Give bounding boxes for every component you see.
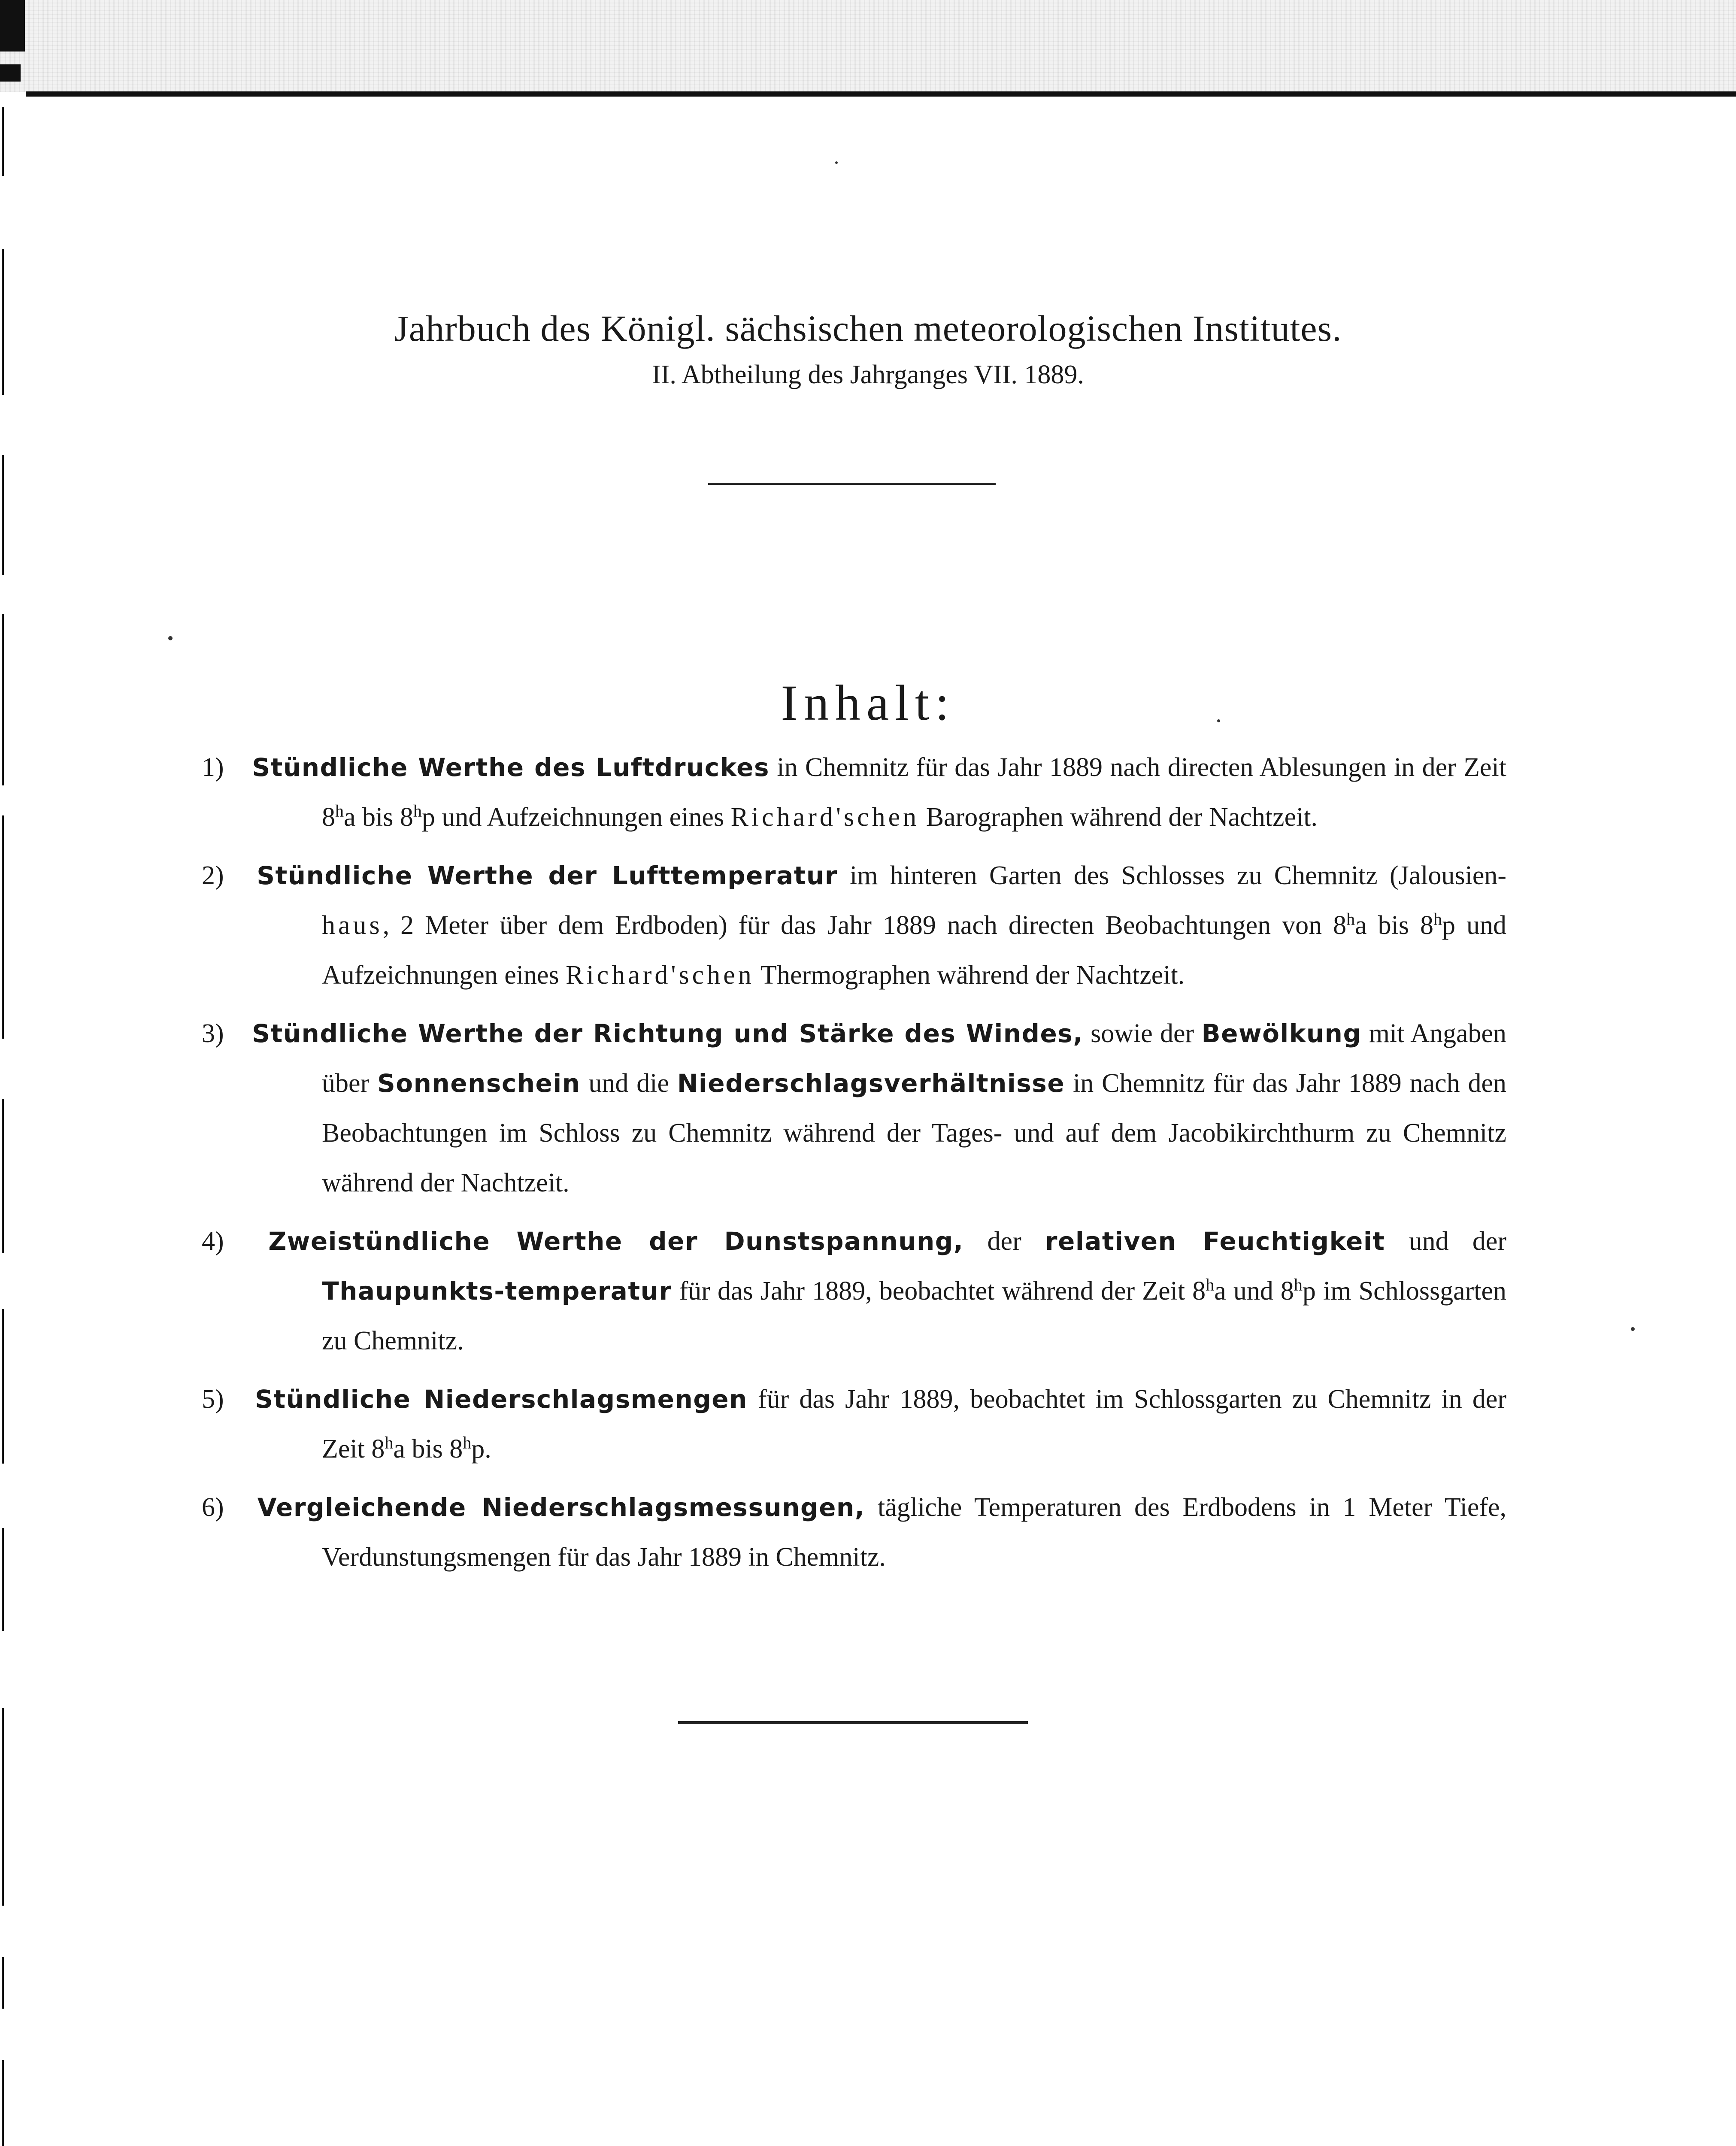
scan-top-edge bbox=[0, 0, 1736, 92]
entry-number: 2) bbox=[202, 861, 224, 890]
scan-speck bbox=[168, 636, 173, 640]
scan-speck bbox=[1631, 1327, 1635, 1331]
entry-number: 4) bbox=[202, 1227, 224, 1256]
contents-entry-4: 4) Zweistündliche Werthe der Dunstspannung, der relativen Feuchtigkeit und der Thaupunkts-temperatur für das Jahr 1889, beobachtet während der Zeit 8$^h$a und 8$^h$p im Schlossgarten zu Chemnitz. bbox=[202, 1216, 1506, 1366]
entry-topic: Zweistündliche Werthe der Dunstspannung, bbox=[268, 1227, 964, 1256]
entry-topic: Stündliche Werthe der Lufttemperatur bbox=[257, 861, 838, 890]
contents-entry-1: 1) Stündliche Werthe des Luftdruckes in Chemnitz für das Jahr 1889 nach directen Ablesungen in der Zeit 8$^h$a bis 8$^h$p und Aufzeichnungen eines Richard'schen Barographen während der Nachtzeit. bbox=[202, 743, 1506, 842]
entry-number: 3) bbox=[202, 1019, 224, 1048]
header-divider bbox=[708, 483, 996, 485]
contents-entry-2: 2) Stündliche Werthe der Lufttemperatur im hinteren Garten des Schlosses zu Chemnitz (Jalousien- haus, 2 Meter über dem Erdboden) für das Jahr 1889 nach directen Beobachtungen von 8$^h$a bis 8$^h$p und Aufzeichnungen eines Richard'schen Thermographen während der Nachtzeit. bbox=[202, 851, 1506, 1000]
contents-heading: Inhalt: bbox=[781, 675, 955, 731]
entry-topic: Stündliche Werthe des Luftdruckes bbox=[252, 753, 770, 782]
entry-number: 6) bbox=[202, 1493, 224, 1522]
page-subtitle: II. Abtheilung des Jahrganges VII. 1889. bbox=[652, 360, 1084, 389]
entry-topic: Stündliche Werthe der Richtung und Stärke des Windes, bbox=[252, 1019, 1083, 1048]
entry-topic: Vergleichende Niederschlagsmessungen, bbox=[257, 1493, 865, 1522]
contents-list bbox=[202, 743, 1506, 1583]
entry-number: 5) bbox=[202, 1385, 224, 1414]
entry-topic: Stündliche Niederschlagsmengen bbox=[255, 1385, 748, 1414]
closing-divider bbox=[678, 1721, 1028, 1724]
scan-speck bbox=[835, 161, 838, 164]
contents-entry-6: 6) Vergleichende Niederschlagsmessungen, tägliche Temperaturen des Erdbodens in 1 Meter Tiefe, Verdunstungsmengen für das Jahr 1889 in Chemnitz. bbox=[202, 1482, 1506, 1582]
page-title: Jahrbuch des Königl. sächsischen meteorologischen Institutes. bbox=[394, 308, 1342, 349]
contents-entry-5: 5) Stündliche Niederschlagsmengen für das Jahr 1889, beobachtet im Schlossgarten zu Chemnitz in der Zeit 8$^h$a bis 8$^h$p. bbox=[202, 1374, 1506, 1474]
entry-number: 1) bbox=[202, 753, 224, 782]
contents-entry-3: 3) Stündliche Werthe der Richtung und Stärke des Windes, sowie der Bewölkung mit Angaben über Sonnenschein und die Niederschlagsverhältnisse in Chemnitz für das Jahr 1889 nach den Beobachtungen im Schloss zu Chemnitz während der Tages- und auf dem Jacobikirchthurm zu Chemnitz während der Nachtzeit. bbox=[202, 1009, 1506, 1208]
top-border-rule bbox=[26, 91, 1736, 97]
